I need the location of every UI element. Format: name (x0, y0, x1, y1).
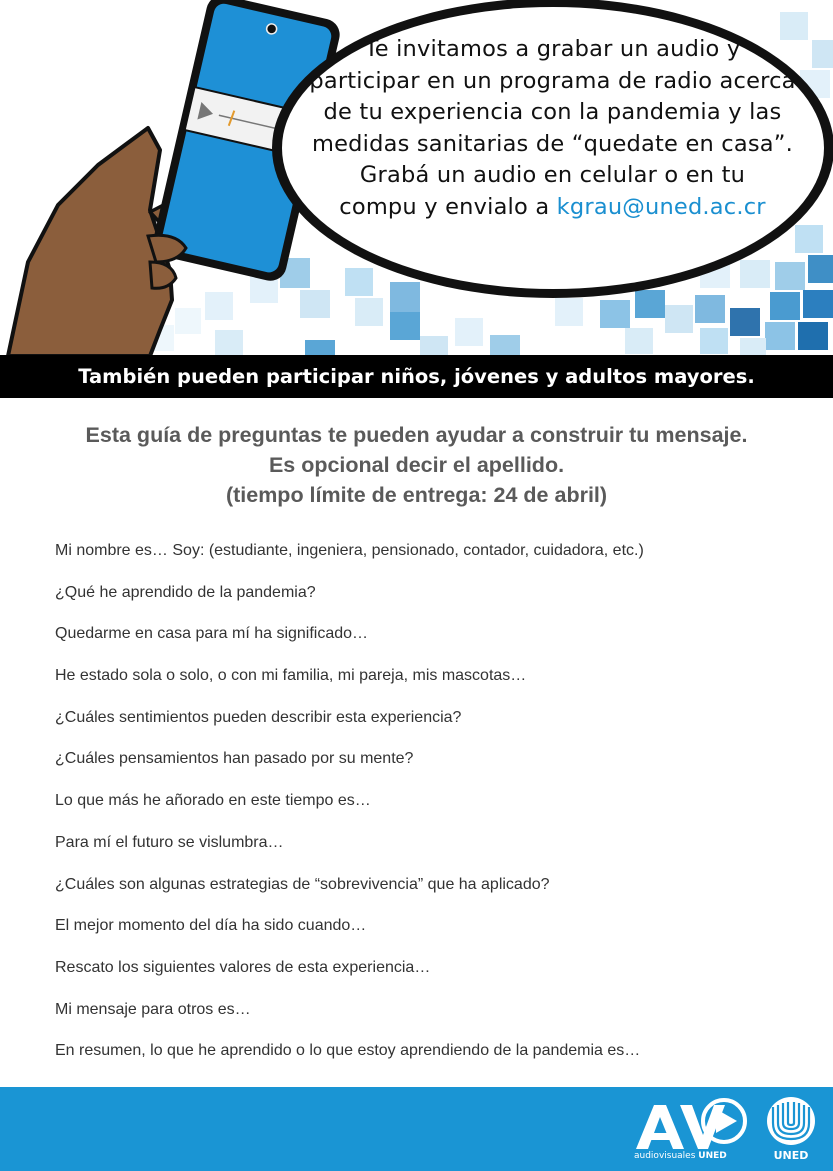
audiovisuales-logo (636, 1100, 745, 1149)
question-item: ¿Cuáles son algunas estrategias de “sobrevivencia” que ha aplicado? (55, 875, 550, 893)
question-item: Lo que más he añorado en este tiempo es… (55, 792, 371, 810)
question-item: En resumen, lo que he aprendido o lo que estoy aprendiendo de la pandemia es… (55, 1042, 641, 1060)
av-caption-prefix: audiovisuales (634, 1151, 699, 1161)
uned-caption: UNED (773, 1149, 809, 1162)
question-item: ¿Cuáles pensamientos han pasado por su mente? (55, 750, 414, 768)
uned-logo (767, 1097, 815, 1145)
question-item: He estado sola o solo, o con mi familia, mi pareja, mis mascotas… (55, 667, 527, 685)
bubble-line: medidas sanitarias de “quedate en casa”. (312, 130, 793, 157)
question-item: ¿Cuáles sentimientos pueden describir esta experiencia? (55, 708, 462, 726)
question-item: Para mí el futuro se vislumbra… (55, 833, 284, 851)
participants-banner: También pueden participar niños, jóvenes y adultos mayores. (0, 355, 833, 398)
bubble-line: Grabá un audio en celular o en tu (359, 162, 746, 188)
contact-email-link[interactable]: kgrau@uned.ac.cr (556, 193, 766, 220)
question-item: Quedarme en casa para mí ha significado… (55, 625, 369, 643)
question-item: El mejor momento del día ha sido cuando… (55, 917, 367, 935)
question-item: ¿Qué he aprendido de la pandemia? (55, 583, 316, 601)
bubble-line: de tu experiencia con la pandemia y las (323, 99, 782, 125)
question-item: Mi nombre es… Soy: (estudiante, ingeniera, pensionado, contador, cuidadora, etc.) (55, 542, 644, 559)
play-icon (716, 1109, 737, 1133)
bubble-line-email (300, 192, 805, 224)
question-item: Mi mensaje para otros es… (55, 1000, 251, 1018)
bubble-line: Te invitamos a grabar un audio y (364, 36, 741, 62)
fingers-illustration (148, 235, 186, 288)
audiovisuales-caption (634, 1151, 727, 1161)
hero-illustration (0, 0, 833, 356)
guide-line-1: Esta guía de preguntas te pueden ayudar a construir tu mensaje. (85, 423, 748, 447)
question-item: Rescato los siguientes valores de esta experiencia… (55, 958, 431, 976)
question-list (55, 540, 815, 1082)
bubble-line: participar en un programa de radio acerca (309, 67, 796, 94)
av-caption-brand: UNED (698, 1151, 727, 1161)
guide-line-2: Es opcional decir el apellido. (268, 453, 565, 477)
guide-heading (0, 420, 833, 510)
bubble-message (300, 34, 805, 223)
guide-line-3: (tiempo límite de entrega: 24 de abril) (225, 483, 608, 507)
bubble-email-prefix: compu y envialo a (339, 193, 557, 220)
